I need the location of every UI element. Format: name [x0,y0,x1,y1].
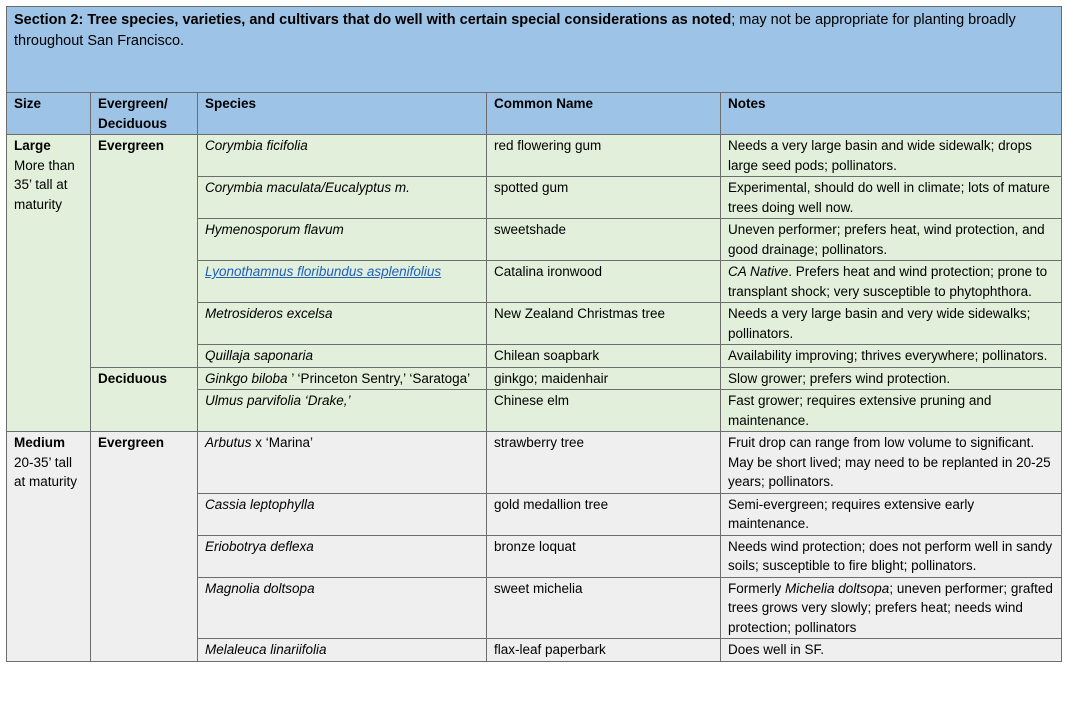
header-species: Species [198,93,487,135]
species-cell: Corymbia ficifolia [198,135,487,177]
species-cell: Corymbia maculata/Eucalyptus m. [198,177,487,219]
header-notes: Notes [721,93,1062,135]
notes-cell: Availability improving; thrives everywhere; pollinators. [721,345,1062,368]
notes-pre: Formerly [728,580,785,596]
common-name-cell: red flowering gum [487,135,721,177]
notes-text: . Prefers heat and wind protection; prone to transplant shock; very susceptible to phytophthora. [728,264,1048,299]
common-name-cell: Chinese elm [487,390,721,432]
size-label-medium: Medium [14,435,66,450]
notes-text: ; uneven performer; grafted trees grows very slowly; prefers heat; needs wind protection; pollinators [728,580,1053,635]
notes-cell [721,577,1062,639]
section-title-bold: Section 2: Tree species, varieties, and cultivars that do well with certain special considerations as noted [14,12,732,28]
species-cell: Quillaja saponaria [198,345,487,368]
common-name-cell: flax-leaf paperbark [487,639,721,662]
species-cell: Cassia leptophylla [198,493,487,535]
species-cell: Ulmus parvifolia ‘Drake,’ [198,390,487,432]
tree-species-document [6,6,1061,662]
notes-cell: Slow grower; prefers wind protection. [721,367,1062,390]
notes-italic: Michelia doltsopa [785,580,890,596]
species-cell [198,261,487,303]
notes-cell: Needs wind protection; does not perform well in sandy soils; susceptible to fire blight; pollinators. [721,535,1062,577]
common-name-cell: strawberry tree [487,432,721,494]
header-size: Size [7,93,91,135]
species-cell: Eriobotrya deflexa [198,535,487,577]
notes-cell: Uneven performer; prefers heat, wind protection, and good drainage; pollinators. [721,219,1062,261]
size-desc-large: More than 35’ tall at maturity [14,157,75,212]
common-name-cell: New Zealand Christmas tree [487,303,721,345]
common-name-cell: spotted gum [487,177,721,219]
notes-italic: CA Native [728,264,789,279]
species-italic: Ginkgo biloba [205,370,288,386]
common-name-cell: sweetshade [487,219,721,261]
species-cultivar: ’ ‘Princeton Sentry,’ ‘Saratoga’ [287,370,471,386]
species-cultivar: x ‘Marina’ [251,435,314,450]
common-name-cell: Catalina ironwood [487,261,721,303]
notes-cell: Fast grower; requires extensive pruning and maintenance. [721,390,1062,432]
species-cell: Magnolia doltsopa [198,577,487,639]
species-cell: Metrosideros excelsa [198,303,487,345]
notes-cell: Semi-evergreen; requires extensive early maintenance. [721,493,1062,535]
notes-cell: Needs a very large basin and wide sidewalk; drops large seed pods; pollinators. [721,135,1062,177]
species-italic: Arbutus [205,435,252,450]
common-name-cell: gold medallion tree [487,493,721,535]
table-row [7,367,1062,390]
size-cell-large [7,135,91,432]
common-name-cell: Chilean soapbark [487,345,721,368]
size-desc-medium: 20-35’ tall at maturity [14,454,78,489]
table-row [7,432,1062,494]
header-row [7,93,1062,135]
size-label-large: Large [14,138,51,153]
species-cell: Hymenosporum flavum [198,219,487,261]
notes-cell: Needs a very large basin and very wide sidewalks; pollinators. [721,303,1062,345]
tree-species-table [6,6,1062,662]
common-name-cell: bronze loquat [487,535,721,577]
section-title-row [7,7,1062,93]
notes-cell: Does well in SF. [721,639,1062,662]
type-cell-large-evergreen: Evergreen [91,135,198,368]
common-name-cell: sweet michelia [487,577,721,639]
species-cell [198,367,487,390]
species-link[interactable]: Lyonothamnus floribundus asplenifolius [205,264,442,279]
type-cell-medium-evergreen: Evergreen [91,432,198,662]
notes-cell [721,261,1062,303]
section-title-normal: ; may not be appropriate for planting broadly throughout San Francisco. [14,12,1016,49]
species-cell: Melaleuca linariifolia [198,639,487,662]
table-row [7,135,1062,177]
common-name-cell: ginkgo; maidenhair [487,367,721,390]
size-cell-medium [7,432,91,662]
section-title [7,7,1062,93]
notes-cell: Fruit drop can range from low volume to significant. May be short lived; may need to be replanted in 20-25 years; pollinators. [721,432,1062,494]
header-evergreen-deciduous: Evergreen/ Deciduous [91,93,198,135]
notes-cell: Experimental, should do well in climate; lots of mature trees doing well now. [721,177,1062,219]
species-cell [198,432,487,494]
type-cell-large-deciduous: Deciduous [91,367,198,432]
header-common-name: Common Name [487,93,721,135]
